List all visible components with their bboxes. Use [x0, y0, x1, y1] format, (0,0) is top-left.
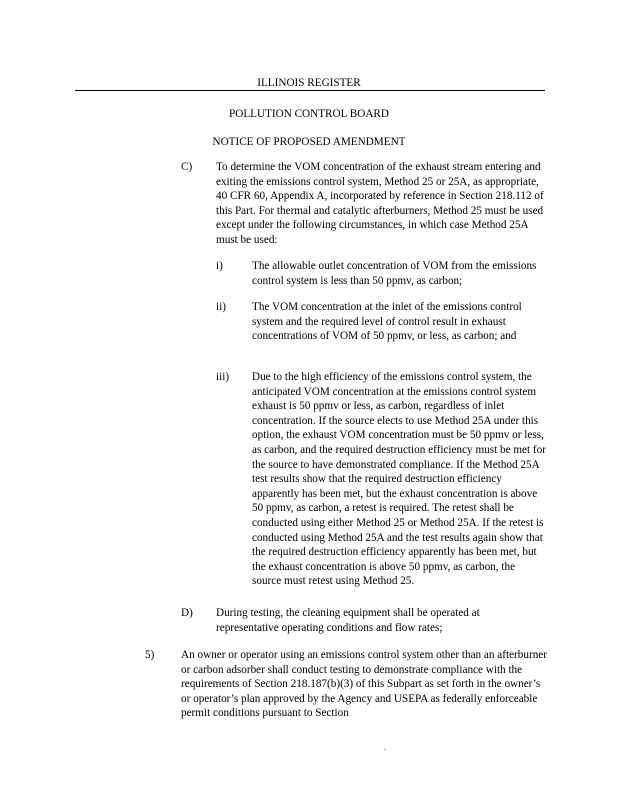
subitem-i-text: The allowable outlet concentration of VOM from the emissions control system is less than 50 ppmv, as carbon;	[252, 260, 537, 287]
subitem-iii-text: Due to the high efficiency of the emissions control system, the anticipated VOM concentration at the emissions control system exhaust is 50 ppmv or less, as carbon, regardless of inlet concentration. If the source elects to use Method 25A under this option, the exhaust VOM concentration must be 50 ppmv or less, as carbon, and the required destruction efficiency must be met for the source to have demonstrated compliance. If the Method 25A test results show that the required destruction efficiency apparently has been met, but the exhaust concentration is above 50 ppmv, as carbon, a retest is required. The retest shall be conducted using either Method 25 or Method 25A. If the retest is conducted using Method 25A and the test results again show that the required destruction efficiency apparently has been met, but the exhaust concentration is above 50 ppmv, as carbon, the source must retest using Method 25.	[252, 371, 546, 588]
paragraph-5-text: An owner or operator using an emissions control system other than an afterburner or carbon adsorber shall conduct testing to demonstrate compliance with the requirements of Section 218.187(b)(3) of this Subpart as set forth in the owner’s or operator’s plan approved by the Agency and USEPA as federally enforceable permit conditions pursuant to Section	[181, 649, 547, 720]
board-title: POLLUTION CONTROL BOARD	[229, 108, 389, 120]
paragraph-c-text: To determine the VOM concentration of the exhaust stream entering and exiting the emissions control system, Method 25 or 25A, as appropriate, 40 CFR 60, Appendix A, incorporated by reference in Section 218.112 of this Part. For thermal and catalytic afterburners, Method 25 must be used except under the following circumstances, in which case Method 25A must be used:	[216, 161, 544, 246]
notice-title: NOTICE OF PROPOSED AMENDMENT	[212, 136, 406, 148]
paragraph-5-label: 5)	[145, 649, 155, 661]
subitem-iii-label: iii)	[216, 371, 230, 383]
paragraph-c-label: C)	[181, 161, 193, 173]
paragraph-d-label: D)	[181, 607, 193, 619]
paragraph-d-text: During testing, the cleaning equipment shall be operated at representative operating conditions and flow rates;	[216, 607, 480, 634]
footer-mark: .	[384, 743, 386, 752]
subitem-ii-text: The VOM concentration at the inlet of the emissions control system and the required level of control result in exhaust concentrations of VOM of 50 ppmv, or less, as carbon; and	[252, 301, 522, 343]
subitem-i-label: i)	[216, 260, 223, 272]
subitem-ii-label: ii)	[216, 301, 226, 313]
register-title: ILLINOIS REGISTER	[257, 77, 361, 89]
header-rule	[75, 90, 545, 91]
